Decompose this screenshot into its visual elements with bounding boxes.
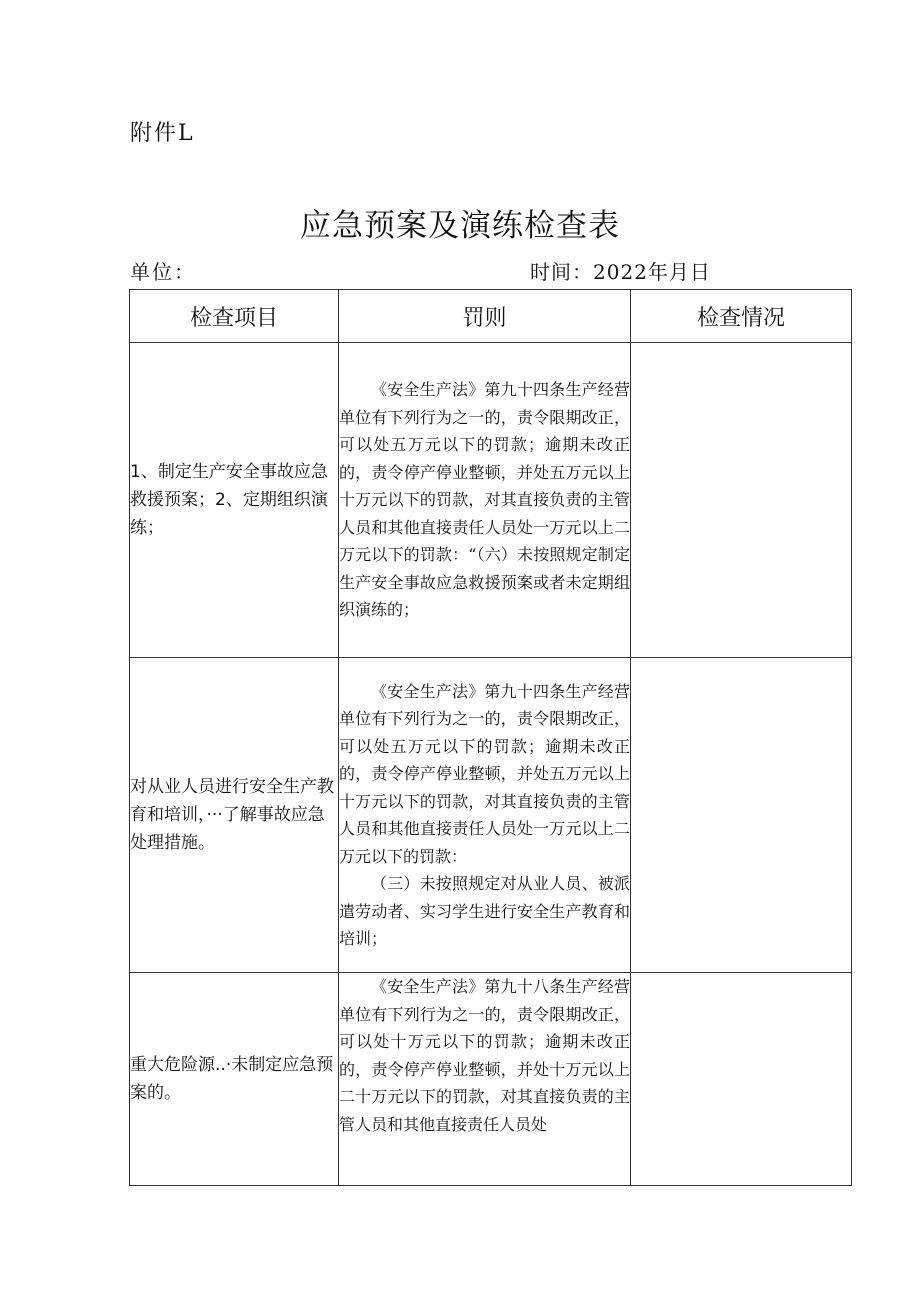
row-status-cell[interactable] bbox=[631, 973, 852, 1186]
unit-label: 单位： bbox=[130, 260, 196, 284]
attachment-label: 附件L bbox=[130, 121, 195, 146]
inspection-table bbox=[129, 289, 852, 1186]
table-row bbox=[130, 973, 852, 1186]
date-label: 时间：2022年月日 bbox=[530, 260, 711, 284]
penalty-paragraph: 《安全生产法》第九十四条生产经营单位有下列行为之一的，责令限期改正，可以处五万元以下的罚款；逾期未改正的，责令停产停业整顿，并处五万元以上十万元以下的罚款，对其直接负责的主管人员和其他直接责任人员处一万元以上二万元以下的罚款：“（六）未按照规定制定生产安全事故应急救援预案或者未定期组织演练的； bbox=[339, 380, 630, 620]
table-header-row bbox=[130, 290, 852, 343]
header-inspection-item: 检查项目 bbox=[130, 290, 339, 343]
table-row bbox=[130, 343, 852, 658]
penalty-paragraph: 《安全生产法》第九十八条生产经营单位有下列行为之一的，责令限期改正，可以处十万元以下的罚款；逾期未改正的，责令停产停业整顿，并处十万元以上二十万元以下的罚款，对其直接负责的主管人员和其他直接责任人员处 bbox=[339, 977, 630, 1134]
page-title: 应急预案及演练检查表 bbox=[300, 208, 620, 244]
row-status-cell[interactable] bbox=[631, 658, 852, 973]
penalty-paragraph: （三）未按照规定对从业人员、被派遣劳动者、实习学生进行安全生产教育和培训； bbox=[339, 874, 630, 948]
row-item-cell: 重大危险源..·未制定应急预案的。 bbox=[130, 973, 339, 1186]
table-row bbox=[130, 658, 852, 973]
row-item-cell: 对从业人员进行安全生产教育和培训，···了解事故应急处理措施。 bbox=[130, 658, 339, 973]
header-penalty: 罚则 bbox=[339, 290, 631, 343]
row-penalty-cell bbox=[339, 973, 631, 1186]
header-inspection-status: 检查情况 bbox=[631, 290, 852, 343]
row-penalty-cell bbox=[339, 343, 631, 658]
row-status-cell[interactable] bbox=[631, 343, 852, 658]
row-penalty-cell bbox=[339, 658, 631, 973]
penalty-paragraph: 《安全生产法》第九十四条生产经营单位有下列行为之一的，责令限期改正，可以处五万元以下的罚款；逾期未改正的，责令停产停业整顿，并处五万元以上十万元以下的罚款，对其直接负责的主管人员和其他直接责任人员处一万元以上二万元以下的罚款： bbox=[339, 681, 630, 866]
row-item-cell: 1、制定生产安全事故应急救援预案；2、定期组织演练； bbox=[130, 343, 339, 658]
